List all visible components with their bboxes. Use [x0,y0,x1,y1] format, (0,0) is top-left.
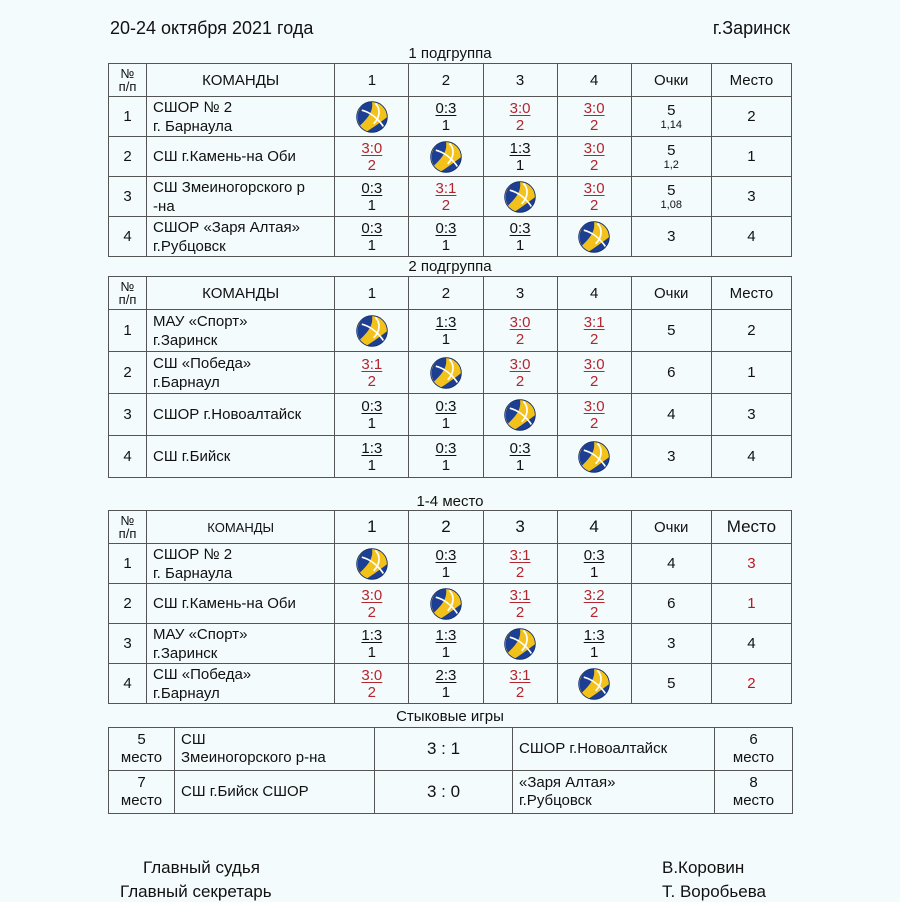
match-score [361,356,382,390]
score-points: 2 [589,414,599,432]
score-sets: 3:1 [435,179,457,197]
match-score [510,314,531,348]
score-sets: 3:0 [509,313,531,331]
score-points: 1 [515,456,525,474]
match-result [409,97,483,137]
score-points: 2 [515,603,525,621]
volleyball-icon [577,667,611,701]
table-row [109,97,792,137]
match-score [510,440,531,474]
volleyball-icon [355,547,389,581]
match-result [335,664,409,704]
table-row [109,310,792,352]
team-name: СШ г.Бийск [147,436,335,478]
score-sets: 1:3 [509,139,531,157]
volleyball-icon [429,587,463,621]
col-opponent-header-2: 2 [409,64,483,97]
match-result [483,664,557,704]
match-result [483,544,557,584]
score-points: 1 [367,643,377,661]
points-value: 3 [667,447,676,465]
match-score [436,180,457,214]
score-sets: 3:0 [583,397,605,415]
row-number: 4 [109,664,147,704]
diagonal-cell [335,310,409,352]
score-points: 1 [515,236,525,254]
match-result [557,137,631,177]
match-result [483,352,557,394]
score-sets: 0:3 [435,397,457,415]
team-name: МАУ «Спорт» г.Заринск [147,624,335,664]
team-place: 1 [711,137,791,177]
col-teams-header: КОМАНДЫ [147,64,335,97]
diagonal-cell [409,584,483,624]
match-score [361,627,382,661]
col-teams-header: КОМАНДЫ [147,277,335,310]
points-value: 3 [667,634,676,652]
playoff-title: Стыковые игры [396,708,504,725]
score-points: 1 [367,414,377,432]
team-points [631,544,711,584]
match-result [557,352,631,394]
points-value: 4 [667,405,676,423]
group1-title: 1 подгруппа [408,45,492,62]
table-row [109,544,792,584]
team-name: СШ «Победа» г.Барнаул [147,352,335,394]
score-sets: 3:0 [583,179,605,197]
match-score [584,398,605,432]
header [110,18,790,42]
team-place: 3 [711,177,791,217]
team-name: СШОР № 2 г. Барнаула [147,97,335,137]
match-result [335,394,409,436]
score-sets: 3:1 [509,586,531,604]
score-sets: 3:0 [361,139,383,157]
match-result [409,436,483,478]
group2-table [108,276,792,478]
team-points [631,310,711,352]
score-points: 2 [367,156,377,174]
score-points: 1 [441,683,451,701]
volleyball-icon [355,314,389,348]
team-name: СШ г.Камень-на Оби [147,137,335,177]
score-sets: 0:3 [583,546,605,564]
playoff-row [109,728,793,771]
playoff-team-left: СШ Змеиногорского р-на [175,728,375,771]
match-result [557,584,631,624]
team-place: 4 [711,436,791,478]
points-value: 3 [667,227,676,245]
secretary-name: Т. Воробьева [662,882,766,901]
team-place: 2 [711,310,791,352]
match-result [335,436,409,478]
match-score [584,547,605,581]
score-points: 1 [367,456,377,474]
col-opponent-header-1: 1 [335,511,409,544]
diagonal-cell [483,624,557,664]
match-result [409,664,483,704]
team-points [631,664,711,704]
team-points [631,436,711,478]
score-points: 2 [589,603,599,621]
row-number: 3 [109,394,147,436]
row-number: 4 [109,217,147,257]
match-result [409,310,483,352]
judge-label: Главный судья [143,858,260,877]
match-result [557,310,631,352]
match-score [436,627,457,661]
col-opponent-header-3: 3 [483,64,557,97]
score-points: 1 [589,643,599,661]
team-points [631,177,711,217]
team-place: 3 [711,544,791,584]
score-points: 1 [441,414,451,432]
score-sets: 1:3 [435,626,457,644]
team-place: 2 [711,97,791,137]
volleyball-icon [429,356,463,390]
score-sets: 3:0 [583,139,605,157]
points-value: 4 [667,554,676,572]
group2-title: 2 подгруппа [408,258,492,275]
match-result [557,394,631,436]
col-points-header: Очки [631,511,711,544]
diagonal-cell [483,394,557,436]
score-sets: 3:0 [509,355,531,373]
table-row [109,177,792,217]
score-sets: 1:3 [583,626,605,644]
score-points: 2 [515,683,525,701]
playoff-place-right: 6 место [715,728,793,771]
match-score [510,220,531,254]
secretary-label: Главный секретарь [120,882,272,901]
team-points [631,97,711,137]
points-ratio: 1,08 [660,198,682,211]
score-points: 1 [367,196,377,214]
volleyball-icon [503,180,537,214]
match-score [361,398,382,432]
header-row [109,511,792,544]
match-score [510,356,531,390]
col-place-header: Место [711,277,791,310]
match-score [584,356,605,390]
table-row [109,436,792,478]
match-result [409,544,483,584]
team-points [631,352,711,394]
match-score [436,667,457,701]
col-opponent-header-4: 4 [557,511,631,544]
group1-table [108,63,792,257]
match-score [510,140,531,174]
team-place: 2 [711,664,791,704]
diagonal-cell [335,97,409,137]
col-opponent-header-3: 3 [483,511,557,544]
row-number: 2 [109,584,147,624]
match-result [483,584,557,624]
score-sets: 3:1 [509,666,531,684]
table-row [109,624,792,664]
match-result [335,137,409,177]
playoff-team-right: «Заря Алтая» г.Рубцовск [513,771,715,814]
col-number-header: № п/п [109,277,147,310]
diagonal-cell [483,177,557,217]
volleyball-icon [503,398,537,432]
score-sets: 0:3 [361,397,383,415]
volleyball-icon [577,220,611,254]
score-sets: 3:0 [583,355,605,373]
score-sets: 3:2 [583,586,605,604]
col-opponent-header-4: 4 [557,277,631,310]
diagonal-cell [557,664,631,704]
col-opponent-header-1: 1 [335,64,409,97]
playoff-row [109,771,793,814]
team-points [631,624,711,664]
points-value: 5 [667,181,676,199]
table-row [109,664,792,704]
score-points: 2 [515,116,525,134]
col-opponent-header-1: 1 [335,277,409,310]
match-score [584,314,605,348]
score-sets: 0:3 [361,219,383,237]
table-row [109,137,792,177]
points-value: 6 [667,363,676,381]
match-score [436,220,457,254]
score-sets: 0:3 [361,179,383,197]
playoff-team-left: СШ г.Бийск СШОР [175,771,375,814]
team-name: СШОР г.Новоалтайск [147,394,335,436]
points-value: 5 [667,141,676,159]
playoff-result: 3 : 0 [375,771,513,814]
match-result [483,217,557,257]
match-score [436,100,457,134]
judge-name: В.Коровин [662,858,745,877]
score-sets: 3:0 [583,99,605,117]
diagonal-cell [557,217,631,257]
score-sets: 0:3 [509,439,531,457]
score-sets: 2:3 [435,666,457,684]
score-points: 2 [515,372,525,390]
col-place-header: Место [711,511,791,544]
score-sets: 3:0 [509,99,531,117]
volleyball-icon [503,627,537,661]
points-value: 6 [667,594,676,612]
match-result [557,177,631,217]
col-opponent-header-2: 2 [409,277,483,310]
match-result [483,436,557,478]
col-teams-header: КОМАНДЫ [147,511,335,544]
team-name: МАУ «Спорт» г.Заринск [147,310,335,352]
score-sets: 3:0 [361,586,383,604]
points-value: 5 [667,674,676,692]
team-place: 1 [711,352,791,394]
row-number: 3 [109,624,147,664]
team-place: 4 [711,624,791,664]
col-number-header: № п/п [109,511,147,544]
points-ratio: 1,2 [663,158,679,171]
header-row [109,64,792,97]
score-sets: 3:1 [583,313,605,331]
table-row [109,584,792,624]
team-name: СШ Змеиногорского р -на [147,177,335,217]
match-score [436,398,457,432]
match-result [409,394,483,436]
score-sets: 0:3 [435,546,457,564]
score-sets: 3:1 [509,546,531,564]
playoff-place-left: 5 место [109,728,175,771]
score-points: 1 [441,236,451,254]
playoff-result: 3 : 1 [375,728,513,771]
match-score [584,180,605,214]
team-name: СШОР «Заря Алтая» г.Рубцовск [147,217,335,257]
score-points: 1 [515,156,525,174]
match-score [584,627,605,661]
row-number: 1 [109,97,147,137]
match-score [510,667,531,701]
score-sets: 0:3 [509,219,531,237]
table-row [109,394,792,436]
match-score [584,100,605,134]
col-opponent-header-2: 2 [409,511,483,544]
match-result [557,624,631,664]
col-place-header: Место [711,64,791,97]
match-result [335,217,409,257]
team-place: 4 [711,217,791,257]
table-row [109,217,792,257]
score-points: 2 [515,563,525,581]
match-score [584,587,605,621]
final-title: 1-4 место [416,493,484,510]
score-points: 1 [367,236,377,254]
score-sets: 1:3 [361,439,383,457]
volleyball-icon [429,140,463,174]
match-score [361,667,382,701]
playoff-team-right: СШОР г.Новоалтайск [513,728,715,771]
score-points: 2 [367,372,377,390]
team-points [631,137,711,177]
row-number: 2 [109,137,147,177]
score-sets: 0:3 [435,99,457,117]
match-result [335,584,409,624]
match-score [361,440,382,474]
row-number: 1 [109,310,147,352]
points-ratio: 1,14 [660,118,682,131]
score-points: 1 [441,116,451,134]
match-score [361,180,382,214]
col-opponent-header-4: 4 [557,64,631,97]
playoff-table [108,727,793,814]
team-points [631,394,711,436]
col-opponent-header-3: 3 [483,277,557,310]
match-score [510,100,531,134]
volleyball-icon [577,440,611,474]
playoff-place-right: 8 место [715,771,793,814]
match-result [335,177,409,217]
match-score [436,440,457,474]
diagonal-cell [335,544,409,584]
match-result [335,352,409,394]
score-points: 2 [515,330,525,348]
team-points [631,584,711,624]
table-row [109,352,792,394]
match-score [436,547,457,581]
score-sets: 0:3 [435,219,457,237]
score-sets: 1:3 [361,626,383,644]
final-table [108,510,792,704]
score-points: 1 [441,563,451,581]
row-number: 2 [109,352,147,394]
diagonal-cell [409,352,483,394]
score-sets: 3:0 [361,666,383,684]
score-points: 2 [367,683,377,701]
score-points: 1 [441,643,451,661]
event-city: г.Заринск [712,18,790,38]
diagonal-cell [557,436,631,478]
score-sets: 3:1 [361,355,383,373]
points-value: 5 [667,321,676,339]
col-points-header: Очки [631,277,711,310]
row-number: 4 [109,436,147,478]
score-sets: 1:3 [435,313,457,331]
match-score [361,587,382,621]
team-name: СШОР № 2 г. Барнаула [147,544,335,584]
team-place: 3 [711,394,791,436]
header-row [109,277,792,310]
playoff-place-left: 7 место [109,771,175,814]
score-points: 2 [589,372,599,390]
event-dates: 20-24 октября 2021 года [110,18,314,38]
score-points: 2 [589,116,599,134]
match-result [483,137,557,177]
volleyball-icon [355,100,389,134]
team-points [631,217,711,257]
match-result [335,624,409,664]
col-number-header: № п/п [109,64,147,97]
match-score [510,587,531,621]
match-score [361,140,382,174]
score-points: 2 [589,156,599,174]
match-result [483,97,557,137]
row-number: 3 [109,177,147,217]
score-points: 2 [589,196,599,214]
score-points: 1 [441,456,451,474]
score-points: 2 [367,603,377,621]
match-result [483,310,557,352]
team-name: СШ г.Камень-на Оби [147,584,335,624]
match-score [361,220,382,254]
diagonal-cell [409,137,483,177]
score-points: 1 [589,563,599,581]
score-points: 2 [589,330,599,348]
match-score [436,314,457,348]
match-result [409,624,483,664]
team-name: СШ «Победа» г.Барнаул [147,664,335,704]
points-value: 5 [667,101,676,119]
score-points: 2 [441,196,451,214]
col-points-header: Очки [631,64,711,97]
match-result [409,217,483,257]
match-result [409,177,483,217]
row-number: 1 [109,544,147,584]
score-sets: 0:3 [435,439,457,457]
match-result [557,97,631,137]
match-score [584,140,605,174]
team-place: 1 [711,584,791,624]
match-score [510,547,531,581]
match-result [557,544,631,584]
score-points: 1 [441,330,451,348]
